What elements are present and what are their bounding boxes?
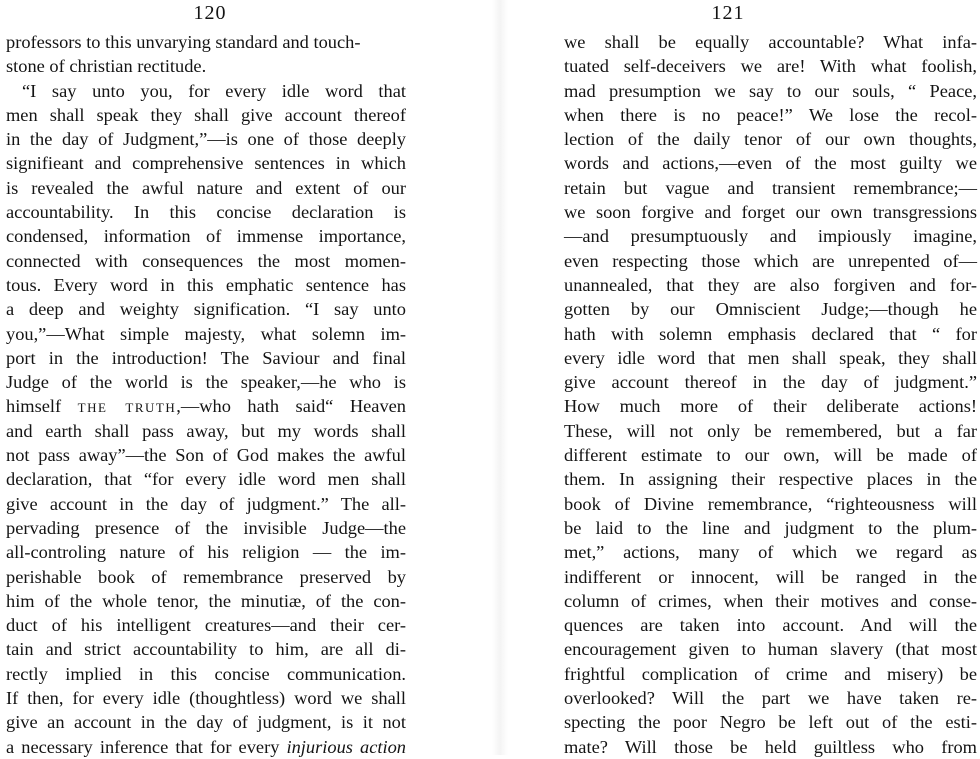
text-line: retain but vague and transient remembrance;— [564,177,977,198]
text-line: specting the poor Negro be left out of the esti- [564,712,977,733]
book-gutter [492,0,508,755]
text-line: we shall be equally accountable? What infa- [564,32,977,52]
text-line: words and actions,—even of the most guilty we [564,153,977,174]
text-line: column of crimes, when their motives and conse- [564,590,977,611]
left-text-column [6,30,406,759]
text-line: give an account in the day of judgment, is it not [6,712,406,733]
text-line: gotten by our Omniscient Judge;—though he [564,299,977,320]
text-line: be laid to the line and judgment to the plum- [564,517,977,538]
text-line-mixed [6,735,406,759]
text-line: different estimate to our own, will be made of [564,445,977,466]
small-caps-run: the truth [77,396,177,417]
right-page-number: 121 [711,2,745,24]
text-line: condensed, information of immense importance, [6,226,406,247]
text-line: you,”—What simple majesty, what solemn im- [6,323,406,344]
text-line: in the day of Judgment,”—is one of those deeply [6,129,406,150]
text-line: unannealed, that they are also forgiven and for- [564,274,977,295]
text-line: If then, for every idle (thoughtless) word we shall [6,688,406,709]
text-line: tain and strict accountability to him, are all di- [6,639,406,660]
text-line: connected with consequences the most momen- [6,250,406,271]
text-line: pervading presence of the invisible Judge—the [6,517,406,538]
text-line: give account thereof in the day of judgment.” [564,372,977,393]
text-line: a deep and weighty signification. “I say unto [6,299,406,320]
text-line: accountability. In this concise declaration is [6,202,406,223]
text-line: is revealed the awful nature and extent of our [6,177,406,198]
text-line: professors to this unvarying standard and touch- [6,32,361,52]
text-line: them. In assigning their respective places in the [564,469,977,490]
right-page [508,0,980,755]
text-line: These, will not only be remembered, but a far [564,420,977,441]
text-line: all-controling nature of his religion — the im- [6,542,406,563]
text-line: —and presumptuously and impiously imagine, [564,226,977,247]
text-run: himself [6,396,78,417]
text-line: quences are taken into account. And will the [564,615,977,636]
text-line: book of Divine remembrance, “righteousness will [564,493,977,514]
text-line: indifferent or innocent, will be ranged in the [564,566,977,587]
text-line: hath with solemn emphasis declared that “ for [564,323,977,344]
text-line: men shall speak they shall give account thereof [6,104,406,125]
text-line: not pass away”—the Son of God makes the awful [6,445,406,466]
text-line: even respecting those which are unrepented of— [564,250,977,271]
text-line: mate? Will those be held guiltless who from [564,736,977,757]
text-line: How much more of their deliberate actions! [564,396,977,417]
text-line: Judge of the world is the speaker,—he who is [6,372,406,393]
text-line: frightful complication of crime and misery) be [564,663,977,684]
text-line: perishable book of remembrance preserved by [6,566,406,587]
text-line: tous. Every word in this emphatic sentence has [6,274,406,295]
text-run: a necessary inference that for every [6,736,287,757]
text-line: stone of christian rectitude. [6,56,207,77]
left-page [0,0,492,755]
text-line: overlooked? Will the part we have taken re- [564,688,977,709]
text-line: him of the whole tenor, the minutiæ, of the con- [6,590,406,611]
right-text-column [564,30,977,759]
text-line: met,” actions, many of which we regard as [564,542,977,563]
text-line: lection of the daily tenor of our own thoughts, [564,129,977,150]
text-line: give account in the day of judgment.” The all- [6,493,406,514]
text-line: every idle word that men shall speak, they shall [564,347,977,368]
text-line: “I say unto you, for every idle word that [22,80,406,101]
text-line: rectly implied in this concise communication. [6,663,406,684]
text-line: encouragement given to human slavery (that most [564,639,977,660]
text-line: we soon forgive and forget our own transgressions [564,202,977,223]
text-line: when there is no peace!” We lose the recol- [564,104,977,125]
text-line: mad presumption we say to our souls, “ Peace, [564,80,977,101]
text-line: port in the introduction! The Saviour and final [6,347,406,368]
text-run: ,—who hath said“ Heaven [176,396,406,417]
left-page-number: 120 [193,2,227,24]
text-line: tuated self-deceivers we are! With what foolish, [564,56,977,77]
text-line-mixed [6,394,406,418]
text-line: signifieant and comprehensive sentences in which [6,153,406,174]
text-line: duct of his intelligent creatures—and their cer- [6,615,406,636]
text-line: and earth shall pass away, but my words shall [6,420,406,441]
italic-run: injurious action [286,736,406,757]
text-line: declaration, that “for every idle word men shall [6,469,406,490]
